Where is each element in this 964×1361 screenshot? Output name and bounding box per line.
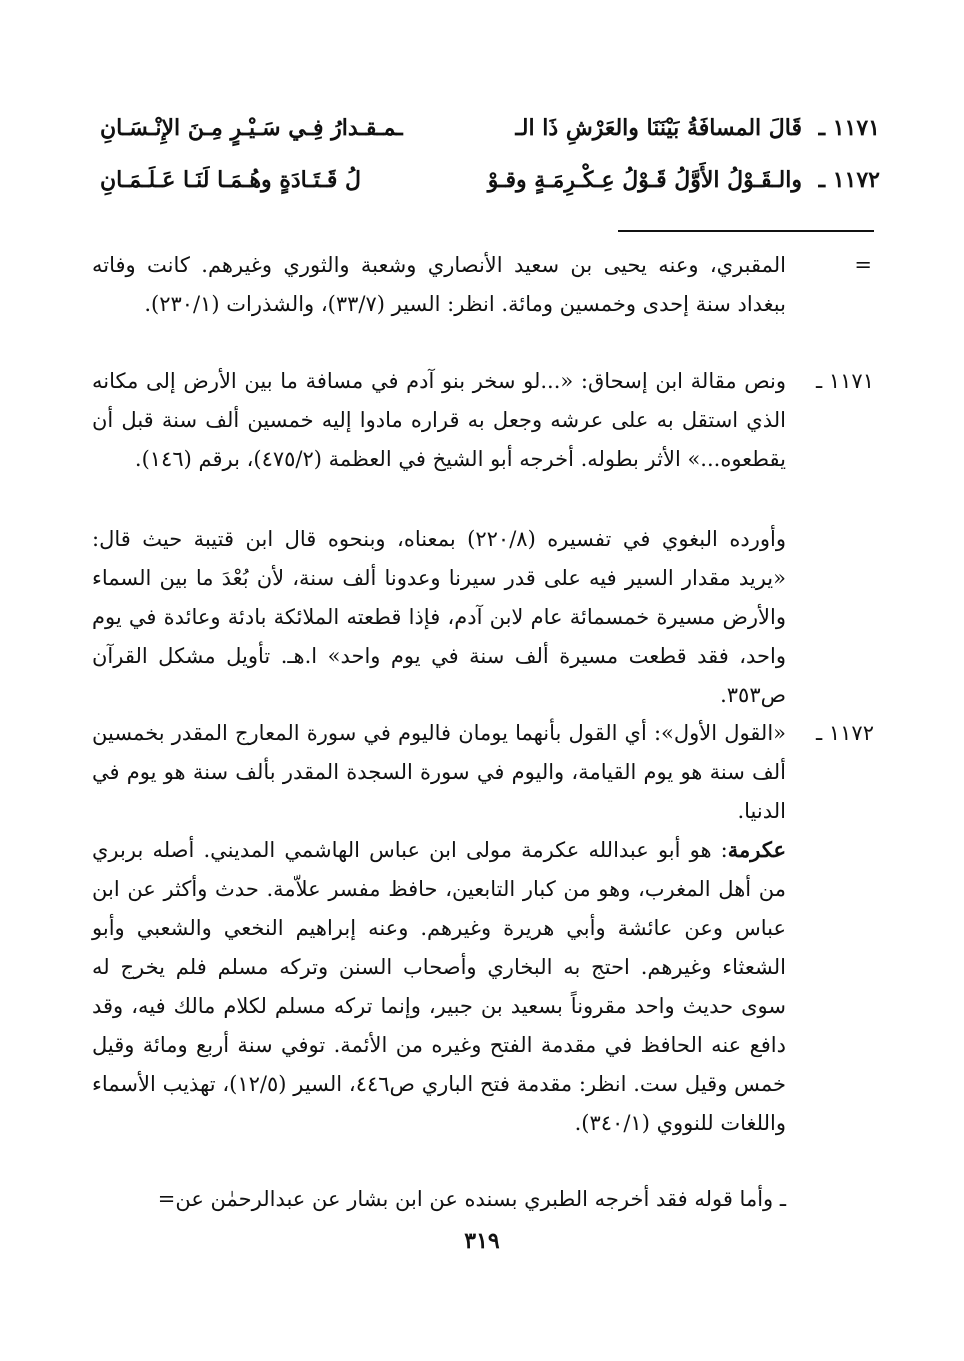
verse-second-hemistich: لُ قَـتَـادَةٍ وهُـمَـا لَنَـا عَـلَـمَـانِ [100,167,362,193]
narrator-name: عكرمة [727,837,786,862]
verse-number: ١١٧١ ـ [818,115,880,141]
verse-first-hemistich: قَالَ المسافَةُ بَيْنَنَا والعَرْشِ ذَا الـ [515,115,802,141]
footnote-marker-1172: ١١٧٢ ـ [816,721,874,745]
verse-first-hemistich: والـقَـوْلُ الأَوَّلُ قَـوْلُ عِـكْـرِمَـةٍ وقـوْ [487,167,802,193]
footnote-1172-para1: «القول الأول»: أي القول بأنهما يومان فاليوم في سورة المعارج المقدر بخمسين ألف سنة هو يوم القيامة، واليوم في سورة السجدة المقدر بألف سنة هو يوم في الدنيا. [92,721,786,823]
footnote-1172-para3: ـ وأما قوله فقد أخرجه الطبري بسنده عن ابن بشار عن عبدالرحمٰن عن= [157,1187,786,1211]
verse-1172 [100,156,880,204]
footnote-marker-1171: ١١٧١ ـ [816,369,874,393]
footnote-separator [618,230,874,232]
verse-number: ١١٧٢ ـ [818,167,880,193]
verse-second-hemistich: ـمـقـدارُ فِـي سَـيْـرٍ مِـنَ الإِنْـسَـانِ [100,115,403,141]
verse-1171 [100,104,880,152]
footnote-continuation-marker: = [854,253,872,277]
footnote-1171-para2: وأورده البغوي في تفسيره (٢٢٠/٨) بمعناه، وبنحوه قال ابن قتيبة حيث قال: «يريد مقدار السير فيه على قدر سيرنا وعدونا ألف سنة، لأن بُعْدَ ما بين السماء والأرض مسيرة خمسمائة عام لابن آدم، فإذا قطعته الملائكة بادئة وعائدة في يوم واحد، فقد قطعت مسيرة ألف سنة في يوم واحد» ا.هـ. تأويل مشكل القرآن ص٣٥٣. [92,527,786,707]
footnote-1172-para2 [92,830,786,1143]
narrator-biography: : هو أبو عبدالله عكرمة مولى ابن عباس الهاشمي المديني. أصله بربري من أهل المغرب، وهو من كبار التابعين، حافظ مفسر علاّمة. حدث وأكثر عن ابن عباس وعن عائشة وأبي هريرة وغيرهم. وعنه إبراهيم النخعي والشعبي وأبو الشعثاء وغيرهم. احتج به البخاري وأصحاب السنن وتركه مسلم فلم يخرج له سوى حديث واحد مقروناً بسعيد بن جبير، وإنما تركه مسلم لكلام مالك فيه، وقد دافع عنه الحافظ في مقدمة الفتح وغيره من الأئمة. توفي سنة أربع ومائة وقيل خمس وقيل ست. انظر: مقدمة فتح الباري ص٤٤٦، السير (١٢/٥)، تهذيب الأسماء واللغات للنووي (٣٤٠/١). [92,838,787,1135]
footnote-1171-para1: ونص مقالة ابن إسحاق: «...لو سخر بنو آدم في مسافة ما بين الأرض إلى مكانه الذي استقل به على عرشه وجعل به قراره مادوا إليه خمسين ألف سنة قبل أن يقطعوه...» الأثر بطوله. أخرجه أبو الشيخ في العظمة (٤٧٥/٢)، برقم (١٤٦). [92,369,786,471]
page-number: ٣١٩ [464,1228,500,1254]
footnote-continuation: المقبري، وعنه يحيى بن سعيد الأنصاري وشعبة والثوري وغيرهم. كانت وفاته ببغداد سنة إحدى وخمسين ومائة. انظر: السير (٣٣/٧)، والشذرات (٢٣٠/١). [92,253,786,316]
